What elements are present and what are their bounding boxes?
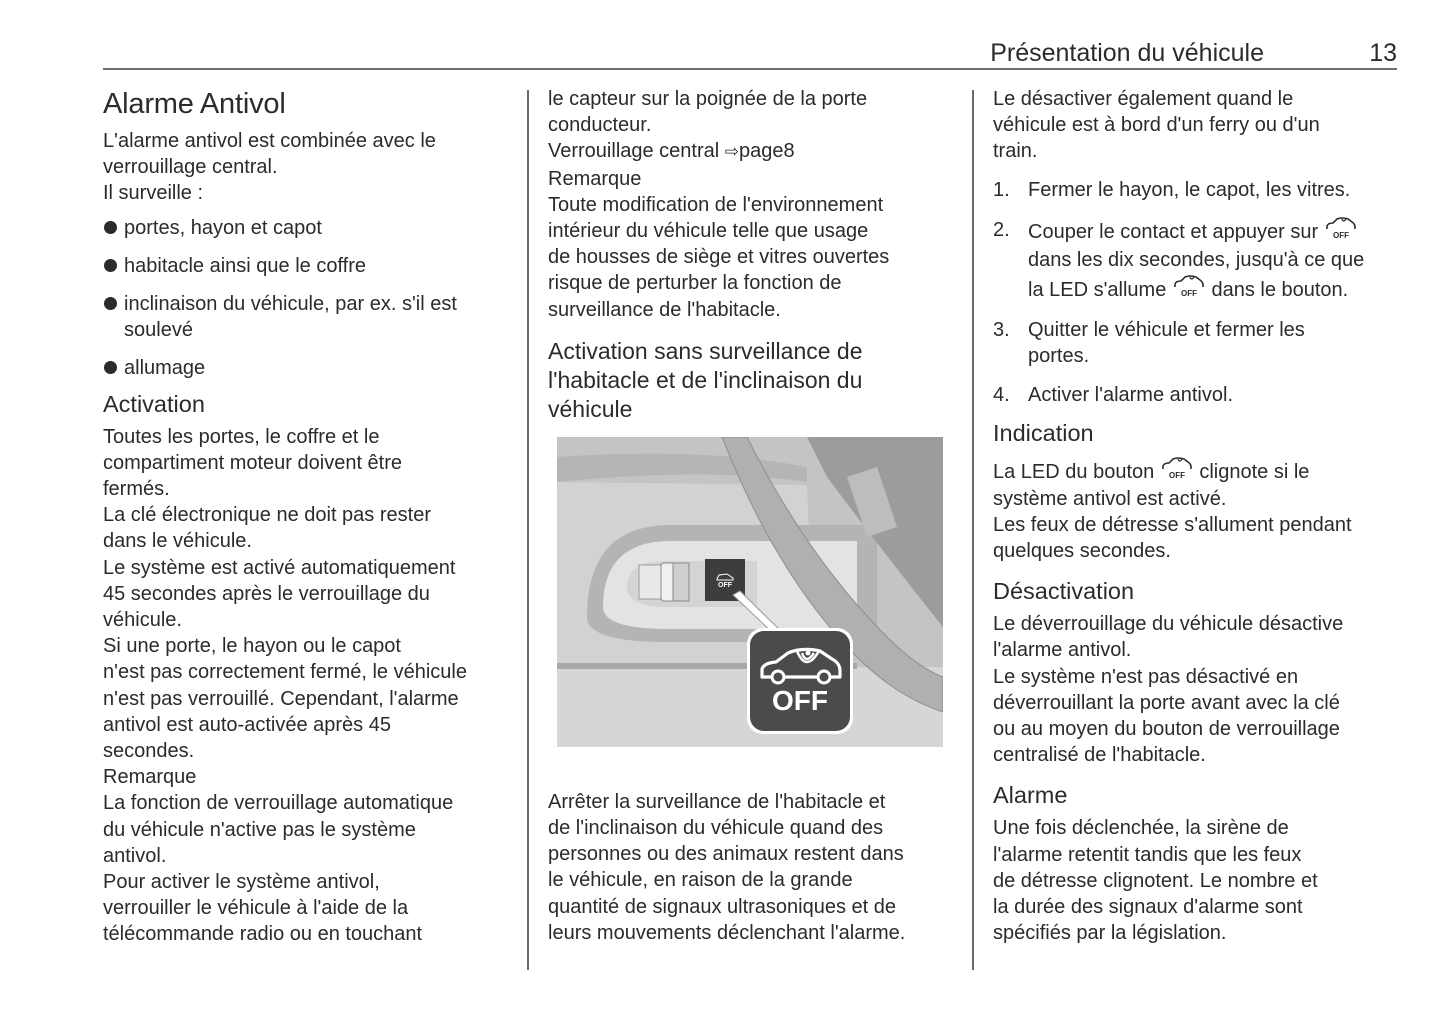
- step-item: 4. Activer l'alarme antivol.: [993, 384, 1233, 407]
- svg-text:OFF: OFF: [1180, 288, 1197, 298]
- page-header: [103, 38, 1397, 70]
- list-item: habitacle ainsi que le coffre: [103, 253, 513, 279]
- car-alarm-sensor-icon: [750, 637, 850, 691]
- svg-text:OFF: OFF: [718, 581, 732, 589]
- column-3: Le désactiver également quand le véhicule est à bord d'un ferry ou d'un train. 1. Fermer le hayon, le capot, les vitres. 2. Couper le contact et appuyer sur OFF dans les dix secondes, jusqu'à ce que la LED s'allume OFF dans le bouton. 3. Quitter le véhicule et fermer les portes. 4. Activer l'alarme antivol. Indication La LED du bouton OFF clignote si le système antivol est activé. Les feux de détresse s'allument pendant quelques secondes. Désactivation Le déverrouillage du véhicule désactive l'alarme antivol. Le système n'est pas désactivé en déverrouillant la porte avant avec la clé ou au moyen du bouton de verrouillage centralisé de l'habitacle. Alarme Une fois déclenchée, la sirène de l'alarme retentit tandis que les feux de détresse clignotent. Le nombre et la durée des signaux d'alarme sont spécifiés par la législation.: [993, 86, 1403, 946]
- section-heading-activation: Activation: [103, 390, 205, 417]
- off-button-callout: [750, 631, 850, 731]
- figure-caption: Arrêter la surveillance de l'habitacle et de l'inclinaison du véhicule quand des personnes ou des animaux restent dans le véhicule, en raison de la grande quantité de signaux ultrasoniques et de leurs mouvements déclenchant l'alarme.: [548, 790, 906, 944]
- dashboard-illustration: [557, 437, 943, 747]
- arrow-right-icon: ⇨: [724, 142, 740, 163]
- page-number: 13: [1369, 39, 1397, 67]
- bullet-icon: [104, 259, 117, 272]
- deactivation-body: Le déverrouillage du véhicule désactive l'alarme antivol. Le système n'est pas désactivé en déverrouillant la porte avant avec la clé ou au moyen du bouton de verrouillage centralisé de l'habitacle.: [993, 613, 1344, 767]
- section-heading-alarm: Alarme: [993, 782, 1068, 809]
- list-item: inclinaison du véhicule, par ex. s'il est soulevé: [103, 291, 513, 343]
- svg-text:OFF: OFF: [1168, 471, 1185, 481]
- section-title: Présentation du véhicule: [990, 39, 1264, 67]
- procedure-steps: [993, 177, 1403, 409]
- page-link[interactable]: page8: [739, 140, 795, 163]
- column-1: [103, 86, 513, 948]
- list-item: portes, hayon et capot: [103, 215, 513, 241]
- intro-line: verrouillage central.: [103, 156, 278, 179]
- svg-text:OFF: OFF: [1332, 230, 1349, 240]
- activation-body: Toutes les portes, le coffre et le compartiment moteur doivent être fermés. La clé électronique ne doit pas rester dans le véhicule. Le système est activé automatiquement 45 secondes après le verrouillage du véhicule. Si une porte, le hayon ou le capot n'est pas correctement fermé, le véhicule n'est pas verrouillé. Cependant, l'alarme antivol est auto-activée après 45 secondes. Remarque La fonction de verrouillage automatique du véhicule n'active pas le système antivol. Pour activer le système antivol, verrouiller le véhicule à l'aide de la télécommande radio ou en touchant: [103, 424, 513, 948]
- car-alarm-off-icon: [1160, 456, 1194, 480]
- subsection-heading: Activation sans surveillance de l'habitacle et de l'inclinaison du véhicule: [548, 337, 863, 422]
- bullet-icon: [104, 221, 117, 234]
- column-divider: [527, 90, 529, 970]
- step-item: 1. Fermer le hayon, le capot, les vitres.: [993, 178, 1351, 201]
- monitored-list: [103, 215, 513, 382]
- bullet-icon: [104, 297, 117, 310]
- step-item: 3. Quitter le véhicule et fermer les portes.: [993, 318, 1305, 368]
- car-alarm-off-icon: [1172, 274, 1206, 298]
- note-label: Remarque: [103, 766, 197, 789]
- column-divider: [972, 90, 974, 970]
- step-item: 2. Couper le contact et appuyer sur OFF dans les dix secondes, jusqu'à ce que la LED s'allume OFF dans le bouton.: [993, 216, 1403, 304]
- column-2: le capteur sur la poignée de la porte conducteur. Verrouillage central ⇨page8 Remarque Toute modification de l'environnement intérieur du véhicule telle que usage de housses de siège et vitres ouvertes risque de perturber la fonction de surveillance de l'habitacle. Activation sans surveillance de l'habitacle et de l'inclinaison du véhicule OFF OFF Arrêter la surveillance de l'habitacle et de l'inclinaison du véhicule quand des personnes ou des animaux restent dans le véhicule, en raison de la grande quantité de signaux ultrasoniques et de leurs mouvements déclenchant l'alarme.: [548, 86, 948, 946]
- alarm-body: Une fois déclenchée, la sirène de l'alarme retentit tandis que les feux de détresse clignotent. Le nombre et la durée des signaux d'alarme sont spécifiés par la législation.: [993, 817, 1318, 945]
- cross-reference[interactable]: Verrouillage central ⇨page8: [548, 140, 795, 163]
- intro-line: L'alarme antivol est combinée avec le: [103, 130, 436, 152]
- bullet-icon: [104, 361, 117, 374]
- note-label: Remarque: [548, 167, 642, 190]
- intro-line: Il surveille :: [103, 182, 204, 205]
- page-title: Alarme Antivol: [103, 88, 286, 120]
- car-alarm-off-icon: [1324, 216, 1358, 240]
- section-heading-deactivation: Désactivation: [993, 578, 1135, 605]
- section-heading-indication: Indication: [993, 420, 1094, 447]
- off-label: OFF: [772, 684, 828, 716]
- list-item: allumage: [103, 355, 513, 381]
- indication-body: La LED du bouton OFF clignote si le système antivol est activé. Les feux de détresse s'allument pendant quelques secondes.: [993, 456, 1403, 564]
